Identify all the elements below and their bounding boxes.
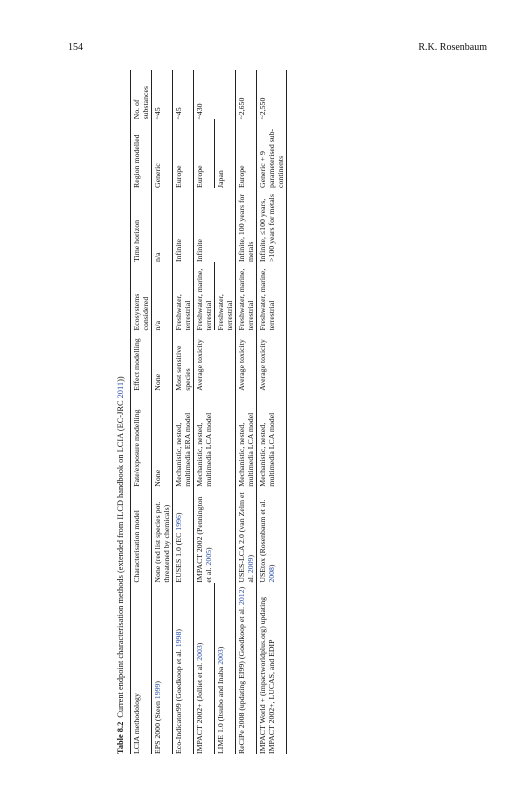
model-cell: USEtox (Rosenbaum et al. 2008) — [258, 499, 276, 583]
substances-cell: ~430 — [195, 103, 204, 120]
running-head: R.K. Rosenbaum — [418, 42, 487, 53]
region-cell: Generic — [153, 163, 162, 188]
methodology-cell: IMPACT World + (impactworldplus.org) updating IMPACT 2002+, LUCAS, and EDIP — [258, 596, 276, 754]
column-header: LCIA methodology — [132, 693, 141, 754]
table-row — [194, 70, 215, 754]
citation-link[interactable]: 1999 — [153, 683, 162, 700]
methodology-cell: IMPACT 2002+ (Jolliet et al. 2003) — [195, 642, 204, 754]
time-cell: Infinite — [174, 239, 183, 262]
caption-text: Current endpoint characterisation methods (extended from ILCD handbook on LCIA (EC-JRC — [116, 398, 125, 718]
ecosystems-cell: Freshwater, marine, terrestrial — [258, 268, 276, 331]
page-number: 154 — [68, 42, 83, 53]
citation-link[interactable]: 2003 — [216, 649, 225, 665]
substances-cell: ~2,550 — [258, 97, 267, 120]
region-cell: Generic + 9 parameterised sub-continents — [258, 128, 285, 188]
ecosystems-cell: Freshwater, terrestrial — [174, 294, 192, 331]
time-cell: Infinite, 100 years for metals — [237, 193, 255, 262]
time-cell: Infinite — [195, 239, 204, 262]
fate-cell: Mechanistic, nested, multimedia ERA model — [174, 412, 192, 487]
ecosystems-cell: Freshwater, marine, terrestrial — [237, 268, 255, 331]
effect-cell: Average toxicity — [237, 339, 246, 391]
methodology-cell: Eco-Indicator99 (Goedkoop et al. 1998) — [174, 629, 183, 754]
column-header: Fate/exposure modelling — [132, 409, 141, 487]
column-header: Characterisation model — [132, 510, 141, 583]
model-cell: USES-LCA 2.0 (van Zelm et al. 2009) — [237, 492, 255, 583]
table-caption — [116, 70, 130, 754]
effect-cell: None — [153, 373, 162, 391]
substances-cell: ~45 — [174, 107, 183, 120]
methodology-cell: EPS 2000 (Steen 1999) — [153, 681, 162, 754]
citation-link[interactable]: 2009 — [246, 557, 255, 574]
fate-cell: Mechanistic, nested, multimedia LCA model — [237, 412, 255, 487]
table-row — [257, 70, 287, 754]
citation-link[interactable]: 2005 — [204, 549, 213, 566]
citation-link[interactable]: 2012 — [237, 589, 246, 606]
column-header: Time horizon — [132, 220, 141, 262]
time-cell: n/a — [153, 252, 162, 262]
region-cell: Europe — [237, 165, 246, 188]
column-header: Effect modelling — [132, 338, 141, 391]
methodology-cell: LIME 1.0 (Itsubo and Inaba 2003) — [215, 583, 236, 754]
model-cell: None (red list species pot. threatened by chemicals) — [153, 501, 171, 583]
citation-link[interactable]: 2008 — [267, 567, 276, 583]
table-row — [236, 70, 257, 754]
ecosystems-cell: n/a — [153, 320, 162, 331]
effect-cell: Average toxicity — [195, 339, 204, 391]
rotated-table — [116, 70, 464, 754]
citation-link[interactable]: 1998 — [174, 631, 183, 648]
ecosystems-cell: Freshwater, marine, terrestrial — [195, 268, 213, 331]
model-cell: IMPACT 2002 (Pennington et al. 2005) — [195, 496, 213, 583]
region-cell: Japan — [215, 119, 236, 188]
citation-link[interactable]: 2003 — [195, 645, 204, 661]
table-row — [173, 70, 194, 754]
table-label: Table 8.2 — [116, 721, 125, 754]
effect-cell: Average toxicity — [258, 339, 267, 391]
methodology-cell: ReCiPe 2008 (updating EI99) (Goedkoop et al. 2012) — [237, 586, 246, 754]
region-cell: Europe — [174, 165, 183, 188]
table-header-row — [131, 70, 152, 754]
substances-cell: ~45 — [153, 107, 162, 120]
effect-cell: Most sensitive species — [174, 345, 192, 391]
column-header: Region modelled — [132, 134, 141, 188]
column-header: No. of substances — [132, 86, 150, 120]
fate-cell: Mechanistic, nested, multimedia LCA model — [195, 412, 213, 487]
substances-cell: ~2,650 — [237, 97, 246, 120]
fate-cell: Mechanistic, nested, multimedia LCA model — [258, 412, 276, 487]
column-header: Ecosystems considered — [132, 293, 150, 331]
caption-citation-link[interactable]: 2011 — [116, 381, 125, 399]
caption-text-end: )) — [116, 376, 125, 382]
time-cell: Infinite, ≤100 years, >100 years for metals — [258, 194, 276, 262]
lcia-methods-table — [130, 70, 287, 754]
citation-link[interactable]: 1996 — [174, 515, 183, 531]
ecosystems-cell: Freshwater, terrestrial — [215, 262, 236, 331]
fate-cell: None — [153, 469, 162, 487]
region-cell: Europe — [195, 165, 204, 188]
model-cell: EUSES 1.0 (EC 1996) — [174, 512, 183, 583]
table-row — [152, 70, 173, 754]
